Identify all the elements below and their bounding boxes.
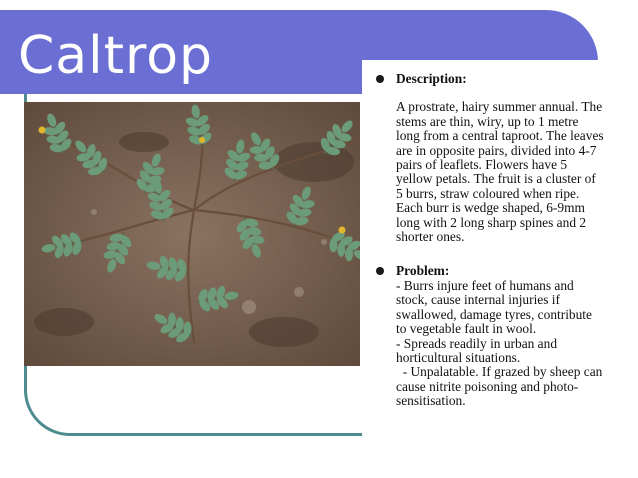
bullet-icon [376, 75, 384, 83]
description-bullet [370, 72, 604, 244]
problem-bullet [370, 264, 604, 408]
text-panel [362, 60, 620, 460]
problem-line: - Burrs injure feet of humans and stock, cause internal injuries if swallowed, damage tyres, contribute to vegetable fault in wool. [396, 277, 592, 337]
description-text: A prostrate, hairy summer annual. The stems are thin, wiry, up to 1 metre long from a central taproot. The leaves are in opposite pairs, divided into 4-7 pairs of leaflets. Flowers have 5 yellow petals. The fruit is a cluster of 5 burrs, straw coloured when ripe. Each burr is wedge shaped, 6-9mm long with 2 long sharp spines and 2 shorter ones. [396, 99, 604, 245]
bullet-icon [376, 267, 384, 275]
plant-illustration [24, 102, 360, 366]
problem-heading: Problem: [396, 263, 450, 279]
problem-line: - Spreads readily in urban and horticultural situations. [396, 335, 558, 365]
slide-title: Caltrop [18, 26, 214, 86]
problem-line: - Unpalatable. If grazed by sheep can cause nitrite poisoning and photo-sensitisation. [396, 364, 606, 409]
description-heading: Description: [396, 71, 467, 86]
caltrop-plant-photo [24, 102, 360, 366]
